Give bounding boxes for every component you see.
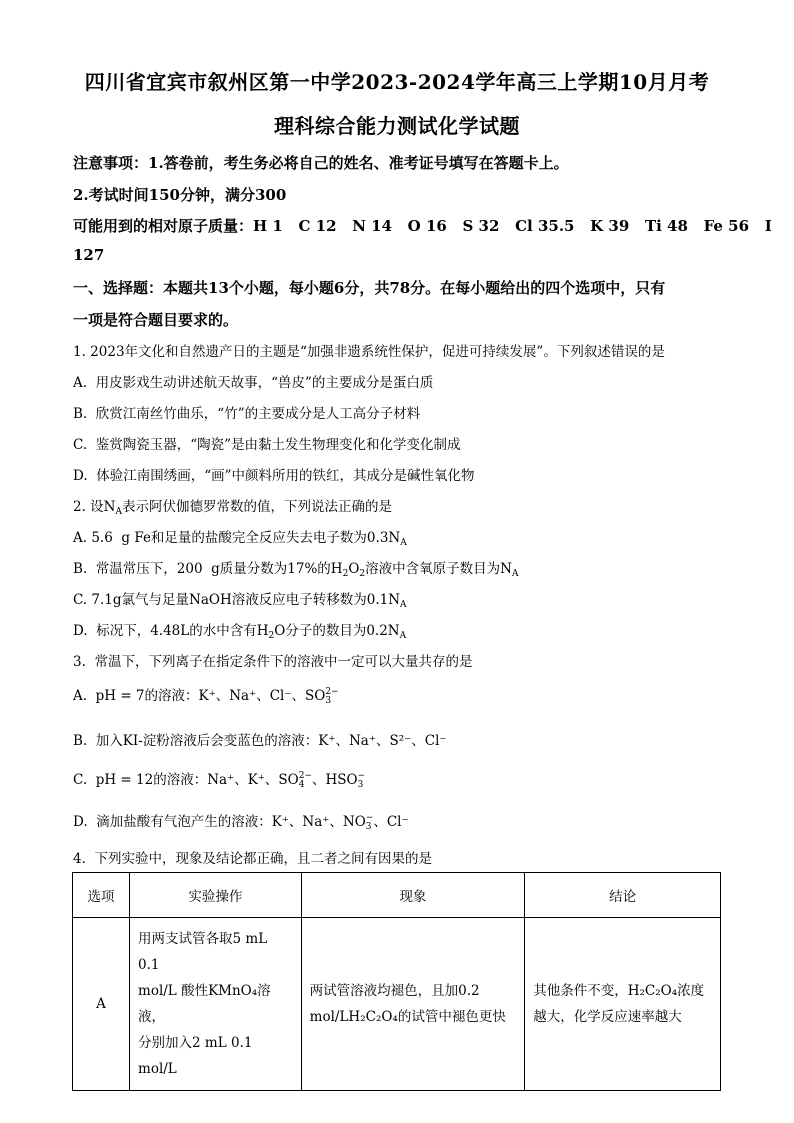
q2-b-a: B. 常温常压下，200 g质量分数为17%的H bbox=[73, 561, 343, 577]
q3-option-c bbox=[73, 768, 365, 790]
q3-d-sup: − bbox=[365, 812, 374, 823]
q3-c-mid: 、HSO bbox=[312, 772, 358, 788]
q2-stem-b: 表示阿伏伽德罗常数的值，下列说法正确的是 bbox=[121, 499, 392, 515]
q3-a-sup: 2− bbox=[325, 686, 339, 697]
q2-option-b bbox=[73, 557, 518, 579]
row-a-option: A bbox=[73, 918, 130, 1091]
q4-table bbox=[72, 872, 721, 1091]
table-header-row bbox=[73, 873, 721, 918]
q1-stem: 1. 2023年文化和自然遗产日的主题是“加强非遗系统性保护，促进可持续发展”。下列叙述错误的是 bbox=[73, 344, 665, 360]
q2-b-sub3: A bbox=[511, 569, 519, 579]
row-a-conclusion bbox=[525, 918, 721, 1091]
q2-c-text: C. 7.1g氯气与足量NaOH溶液反应电子转移数为0.1N bbox=[73, 592, 401, 608]
col-header-option: 选项 bbox=[73, 873, 130, 918]
q1-option-d: D. 体验江南围绣画，“画”中颜料所用的铁红，其成分是碱性氧化物 bbox=[73, 468, 475, 484]
q3-d-sub: 3 bbox=[365, 821, 372, 832]
q3-c-text: C. pH = 12的溶液：Na⁺、K⁺、SO bbox=[73, 772, 299, 788]
q3-a-sub: 3 bbox=[325, 695, 332, 706]
ph-line2: mol/LH₂C₂O₄的试管中褪色更快 bbox=[309, 1009, 506, 1025]
q4-stem: 4. 下列实验中，现象及结论都正确，且二者之间有因果的是 bbox=[73, 851, 432, 867]
table-row bbox=[73, 918, 721, 1091]
op-line1: 用两支试管各取5 mL 0.1 bbox=[138, 931, 268, 973]
q3-a-text: A. pH = 7的溶液：K⁺、Na⁺、Cl⁻、SO bbox=[73, 688, 326, 704]
q2-d-b: O分子的数目为0.2N bbox=[274, 623, 400, 639]
col-header-operation: 实验操作 bbox=[130, 873, 302, 918]
q3-option-a bbox=[73, 684, 339, 706]
q2-b-b: O bbox=[348, 561, 360, 577]
op-line3: 分别加入2 mL 0.1 mol/L bbox=[138, 1035, 253, 1077]
row-a-phenomenon bbox=[301, 918, 525, 1091]
q3-d-end: 、Cl⁻ bbox=[373, 814, 409, 830]
q3-c-sup1: 2− bbox=[298, 770, 313, 781]
section-heading-line2: 一项是符合题目要求的。 bbox=[73, 311, 239, 329]
q3-c-ion2 bbox=[358, 772, 366, 790]
atomic-mass-line1: 可能用到的相对原子质量：H 1 C 12 N 14 O 16 S 32 Cl 35.5 K 39 Ti 48 Fe 56 I bbox=[73, 217, 772, 235]
q2-stem bbox=[73, 495, 392, 517]
section-heading-line1: 一、选择题：本题共13个小题，每小题6分，共78分。在每小题给出的四个选项中，只有 bbox=[73, 279, 666, 297]
col-header-phenomenon: 现象 bbox=[301, 873, 525, 918]
ph-line1: 两试管溶液均褪色，且加0.2 bbox=[309, 983, 480, 999]
q2-b-c: 溶液中含氧原子数目为N bbox=[365, 561, 512, 577]
q2-a-text: A. 5.6 g Fe和足量的盐酸完全反应失去电子数为0.3N bbox=[73, 530, 401, 546]
q2-option-c bbox=[73, 588, 407, 610]
row-a-operation bbox=[130, 918, 302, 1091]
q3-c-sup2: − bbox=[357, 770, 366, 781]
q1-option-b: B. 欣赏江南丝竹曲乐，“竹”的主要成分是人工高分子材料 bbox=[73, 406, 421, 422]
q3-c-sub2: 3 bbox=[357, 779, 364, 790]
q2-d-sub2: A bbox=[399, 631, 407, 641]
q2-option-d bbox=[73, 619, 406, 641]
q2-b-sub1: 2 bbox=[342, 569, 349, 579]
q2-d-a: D. 标况下，4.48L的水中含有H bbox=[73, 623, 269, 639]
q2-stem-sub: A bbox=[115, 507, 122, 517]
q2-b-sub2: 2 bbox=[359, 569, 366, 579]
q2-stem-a: 2. 设N bbox=[73, 499, 116, 515]
q3-stem: 3. 常温下，下列离子在指定条件下的溶液中一定可以大量共存的是 bbox=[73, 654, 473, 670]
op-line2: mol/L 酸性KMnO₄溶液， bbox=[138, 983, 271, 1025]
notes-line2: 2.考试时间150分钟，满分300 bbox=[73, 186, 287, 204]
con-line2: 越大，化学反应速率越大 bbox=[533, 1009, 682, 1025]
q2-c-sub: A bbox=[400, 600, 407, 610]
q3-c-ion1 bbox=[299, 772, 312, 790]
con-line1: 其他条件不变，H₂C₂O₄浓度 bbox=[533, 983, 705, 999]
exam-title-line2: 理科综合能力测试化学试题 bbox=[274, 114, 520, 138]
notes-line1: 注意事项：1.答卷前，考生务必将自己的姓名、准考证号填写在答题卡上。 bbox=[73, 154, 569, 172]
col-header-conclusion: 结论 bbox=[525, 873, 721, 918]
q3-d-text: D. 滴加盐酸有气泡产生的溶液：K⁺、Na⁺、NO bbox=[73, 814, 366, 830]
q3-option-d bbox=[73, 810, 409, 832]
q3-c-sub1: 4 bbox=[298, 779, 305, 790]
q3-option-b: B. 加入KI-淀粉溶液后会变蓝色的溶液：K⁺、Na⁺、S²⁻、Cl⁻ bbox=[73, 733, 447, 749]
q2-option-a bbox=[73, 526, 407, 548]
atomic-mass-line2: 127 bbox=[73, 246, 105, 264]
q3-a-ion bbox=[325, 688, 338, 706]
q1-option-a: A. 用皮影戏生动讲述航天故事，“兽皮”的主要成分是蛋白质 bbox=[73, 375, 434, 391]
q1-option-c: C. 鉴赏陶瓷玉器，“陶瓷”是由黏土发生物理变化和化学变化制成 bbox=[73, 437, 461, 453]
exam-title-line1: 四川省宜宾市叙州区第一中学2023-2024学年高三上学期10月月考 bbox=[84, 70, 710, 94]
q2-a-sub: A bbox=[400, 538, 407, 548]
q2-d-sub1: 2 bbox=[268, 631, 275, 641]
